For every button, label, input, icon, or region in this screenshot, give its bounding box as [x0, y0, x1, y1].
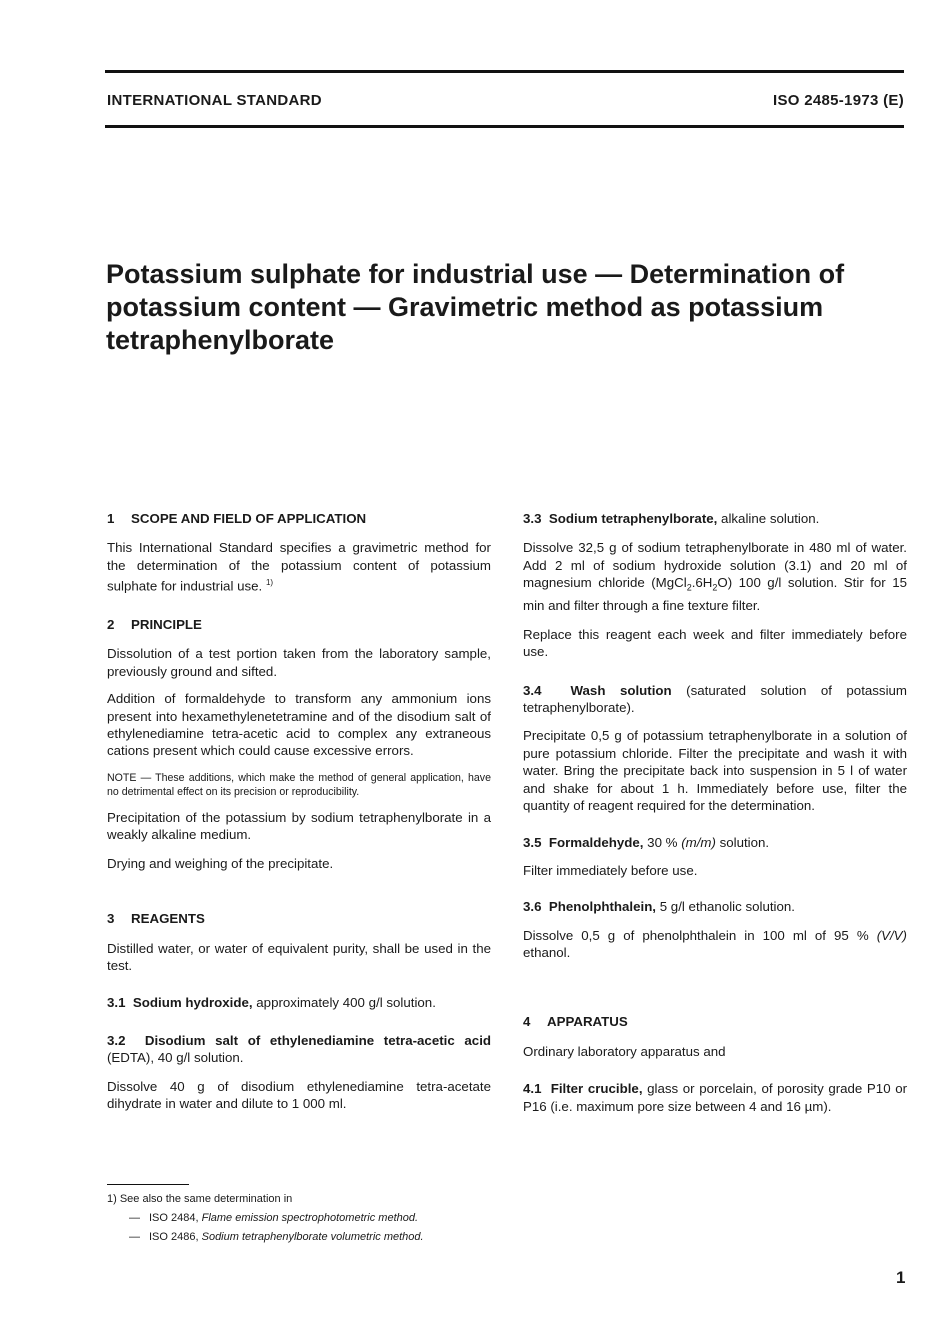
section-1-heading: 1 SCOPE AND FIELD OF APPLICATION: [107, 511, 367, 526]
footnote-item: — ISO 2486, Sodium tetraphenylborate volumetric method.: [129, 1231, 424, 1243]
standard-type-label: INTERNATIONAL STANDARD: [107, 92, 322, 109]
right-column: [523, 510, 907, 1115]
standard-code-label: ISO 2485-1973 (E): [772, 92, 904, 109]
section-4-heading: 4 APPARATUS: [523, 1014, 628, 1030]
section-2-para-4: Drying and weighing of the precipitate.: [107, 855, 334, 871]
section-3-2-text: Dissolve 40 g of disodium ethylenediamine tetra-acetate dihydrate in water and dilute to 1 000 ml.: [107, 1078, 491, 1111]
section-2-para-2: Addition of formaldehyde to transform any ammonium ions present into hexamethylenetetramine and of the disodium salt of ethylenediamine tetra-acetic acid to complex any extraneous cations present which could cause excessive errors.: [107, 691, 491, 759]
section-4-1: 4.1 Filter crucible, glass or porcelain, of porosity grade P10 or P16 (i.e. maximum pore size between 4 and 16 µm).: [523, 1081, 908, 1114]
section-4-text: Ordinary laboratory apparatus and: [523, 1043, 726, 1059]
section-3-6-text: Dissolve 0,5 g of phenolphthalein in 100 ml of 95 % (V/V) ethanol.: [523, 927, 907, 960]
footnote-intro: 1) See also the same determination in: [107, 1193, 293, 1205]
section-2-para-1: Dissolution of a test portion taken from the laboratory sample, previously ground and sifted.: [107, 646, 491, 679]
section-3-text: Distilled water, or water of equivalent purity, shall be used in the test.: [107, 940, 491, 973]
section-3-1: 3.1 Sodium hydroxide, approximately 400 g/l solution.: [107, 995, 436, 1011]
footnote-ref: 1): [265, 578, 274, 588]
footnote-item: — ISO 2484, Flame emission spectrophotometric method.: [129, 1212, 419, 1224]
section-2-heading: 2 PRINCIPLE: [107, 617, 202, 633]
section-2-note: NOTE — These additions, which make the method of general application, have no detrimental effect on its precision or reproducibility.: [107, 771, 491, 798]
section-3-3-para-2: Replace this reagent each week and filter immediately before use.: [523, 626, 907, 660]
section-3-6: 3.6 Phenolphthalein, 5 g/l ethanolic solution.: [523, 899, 795, 915]
section-3-heading: 3 REAGENTS: [107, 911, 205, 927]
section-3-4-text: Precipitate 0,5 g of potassium tetraphenylborate in a solution of pure potassium chloride. Filter the precipitate and wash it with water. Bring the precipitate back into suspension in 5 l of water and shake for about 1 h. Immediately before use, filter the quantity of reagent required for the determination.: [523, 728, 907, 813]
section-3-4: 3.4 Wash solution (saturated solution of potassium tetraphenylborate).: [523, 682, 908, 715]
header-bottom-rule: [105, 125, 904, 128]
section-3-3-para-1: Dissolve 32,5 g of sodium tetraphenylborate in 480 ml of water. Add 2 ml of sodium hydroxide solution (3.1) and 20 ml of magnesium chloride $(MgCl_2.6H_2O)$ 100 g/l solution. Stir for 15 min and filter through a fine texture filter.: [523, 540, 907, 614]
header-top-rule: [105, 70, 904, 73]
section-2-para-3: Precipitation of the potassium by sodium tetraphenylborate in a weakly alkaline medium.: [107, 809, 491, 843]
page-number: 1: [896, 1268, 906, 1287]
section-3-5: 3.5 Formaldehyde, 30 % (m/m) solution.: [523, 835, 770, 851]
section-3-5-text: Filter immediately before use.: [523, 862, 698, 878]
section-3-3: 3.3 Sodium tetraphenylborate, alkaline solution.: [523, 511, 820, 526]
section-3-2: 3.2 Disodium salt of ethylenediamine tetra-acetic acid (EDTA), 40 g/l solution.: [107, 1032, 492, 1066]
section-1-text: This International Standard specifies a gravimetric method for the determination of the potassium content of potassium sulphate for industrial use. $^{1)}$: [107, 540, 491, 594]
left-column: [107, 510, 491, 1112]
footnotes: [107, 1190, 527, 1247]
document-title: Potassium sulphate for industrial use — Determination of potassium content — Gravimetric method as potassium tetraphenylborate: [106, 259, 845, 355]
footnote-rule: [107, 1184, 189, 1185]
